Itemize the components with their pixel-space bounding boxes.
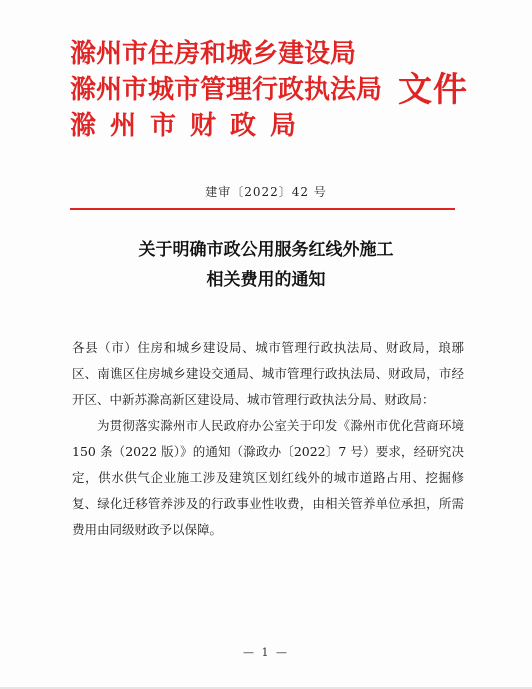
document-body — [72, 335, 464, 543]
issuer-urban-management-bureau: 滁州市城市管理行政执法局 — [70, 75, 383, 105]
issuer-housing-bureau: 滁州市住房和城乡建设局 — [70, 39, 357, 69]
body-paragraph-1: 为贯彻落实滁州市人民政府办公室关于印发《滁州市优化营商环境 150 条（2022 版）》的通知（滁政办〔2022〕7 号）要求，经研究决定，供水供气企业施工涉及建筑区划红线外的城市道路占用、挖掘修复、绿化迁移管养涉及的行政事业性收费，由相关管养单位承担，所需费用由同级财政予以保障。 — [72, 418, 464, 537]
document-type-label: 文件 — [398, 70, 468, 110]
title-line-1: 关于明确市政公用服务红线外施工 — [138, 240, 394, 260]
page-number: — 1 — — [243, 646, 289, 659]
issuing-authorities — [70, 36, 400, 144]
document-title — [0, 235, 532, 295]
document-number: 建审〔2022〕42 号 — [205, 185, 327, 199]
salutation-paragraph: 各县（市）住房和城乡建设局、城市管理行政执法局、财政局，琅琊区、南谯区住房城乡建设交通局、城市管理行政执法局、财政局，市经开区、中新苏滁高新区建设局、城市管理行政执法分局、财政局： — [72, 340, 464, 407]
issuer-finance-bureau: 滁州市财政局 — [70, 111, 311, 141]
title-line-2: 相关费用的通知 — [206, 270, 326, 290]
red-separator-line — [70, 208, 455, 210]
